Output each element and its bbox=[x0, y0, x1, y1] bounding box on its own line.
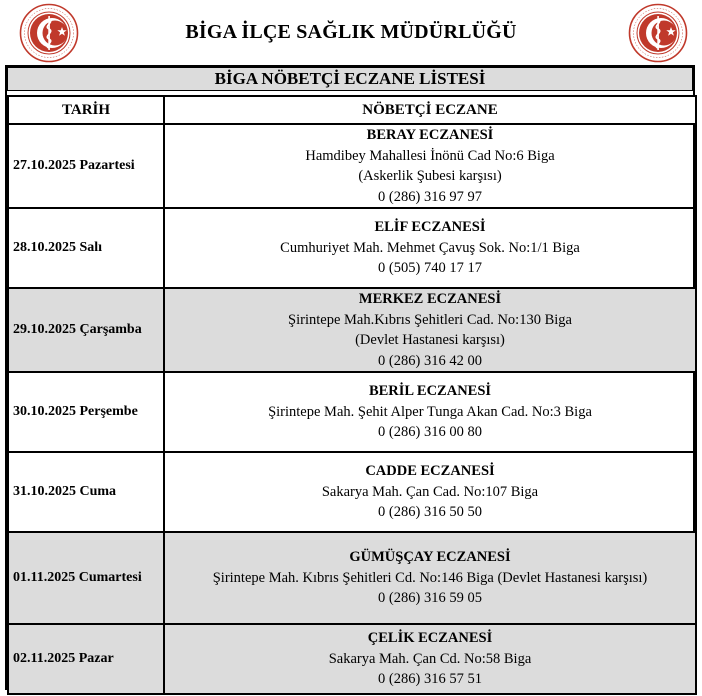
pharmacy-name: BERAY ECZANESİ bbox=[366, 127, 494, 143]
pharmacy-name: ELİF ECZANESİ bbox=[374, 219, 486, 236]
pharmacy-name: GÜMÜŞÇAY ECZANESİ bbox=[349, 549, 511, 566]
table-row bbox=[8, 452, 696, 532]
pharmacy-phone: 0 (286) 316 97 97 bbox=[378, 188, 482, 205]
table-row bbox=[8, 532, 696, 624]
column-header-pharmacy: NÖBETÇİ ECZANE bbox=[164, 96, 696, 124]
pharmacy-cell bbox=[164, 452, 696, 532]
pharmacy-address: Şirintepe Mah.Kıbrıs Şehitleri Cad. No:130 Biga bbox=[288, 311, 572, 328]
pharmacy-name: BERİL ECZANESİ bbox=[368, 383, 492, 400]
pharmacy-name: MERKEZ ECZANESİ bbox=[358, 291, 502, 307]
duty-date: 02.11.2025 Pazar bbox=[8, 624, 164, 694]
duty-date: 30.10.2025 Perşembe bbox=[8, 372, 164, 452]
pharmacy-phone: 0 (286) 316 57 51 bbox=[378, 671, 482, 688]
pharmacy-name: CADDE ECZANESİ bbox=[365, 463, 495, 480]
duty-date: 28.10.2025 Salı bbox=[8, 208, 164, 288]
pharmacy-note: (Devlet Hastanesi karşısı) bbox=[355, 332, 505, 348]
pharmacy-phone: 0 (286) 316 59 05 bbox=[378, 590, 482, 607]
pharmacy-phone: 0 (286) 316 00 80 bbox=[378, 424, 482, 441]
column-header-date: TARİH bbox=[8, 96, 164, 124]
pharmacy-cell bbox=[164, 624, 696, 694]
pharmacy-address: Şirintepe Mah. Kıbrıs Şehitleri Cd. No:146 Biga (Devlet Hastanesi karşısı) bbox=[212, 569, 648, 586]
pharmacy-phone: 0 (286) 316 42 00 bbox=[378, 352, 482, 369]
table-row bbox=[8, 624, 696, 694]
pharmacy-address: Sakarya Mah. Çan Cad. No:107 Biga bbox=[321, 483, 539, 500]
pharmacy-cell bbox=[164, 208, 696, 288]
duty-date: 01.11.2025 Cumartesi bbox=[8, 532, 164, 624]
duty-date: 29.10.2025 Çarşamba bbox=[8, 288, 164, 372]
pharmacy-cell bbox=[164, 372, 696, 452]
list-title: BİGA NÖBETÇİ ECZANE LİSTESİ bbox=[7, 67, 693, 91]
table-row bbox=[8, 124, 696, 208]
duty-date: 31.10.2025 Cuma bbox=[8, 452, 164, 532]
table-row bbox=[8, 372, 696, 452]
pharmacy-cell bbox=[164, 532, 696, 624]
pharmacy-address: Şirintepe Mah. Şehit Alper Tunga Akan Cad. No:3 Biga bbox=[268, 403, 592, 420]
pharmacy-phone: 0 (505) 740 17 17 bbox=[378, 260, 482, 277]
pharmacy-address: Hamdibey Mahallesi İnönü Cad No:6 Biga bbox=[305, 147, 555, 164]
pharmacy-cell bbox=[164, 124, 696, 208]
pharmacy-cell bbox=[164, 288, 696, 372]
pharmacy-address: Cumhuriyet Mah. Mehmet Çavuş Sok. No:1/1 Biga bbox=[280, 239, 580, 256]
pharmacy-name: ÇELİK ECZANESİ bbox=[367, 630, 493, 647]
pharmacy-phone: 0 (286) 316 50 50 bbox=[378, 504, 482, 521]
pharmacy-address: Sakarya Mah. Çan Cd. No:58 Biga bbox=[328, 650, 532, 667]
duty-pharmacy-table bbox=[7, 95, 697, 695]
table-row bbox=[8, 208, 696, 288]
table-row bbox=[8, 288, 696, 372]
page-title: BİGA İLÇE SAĞLIK MÜDÜRLÜĞÜ bbox=[185, 21, 517, 43]
table-header-row bbox=[8, 96, 696, 124]
pharmacy-note: (Askerlik Şubesi karşısı) bbox=[358, 168, 502, 184]
duty-date: 27.10.2025 Pazartesi bbox=[8, 124, 164, 208]
